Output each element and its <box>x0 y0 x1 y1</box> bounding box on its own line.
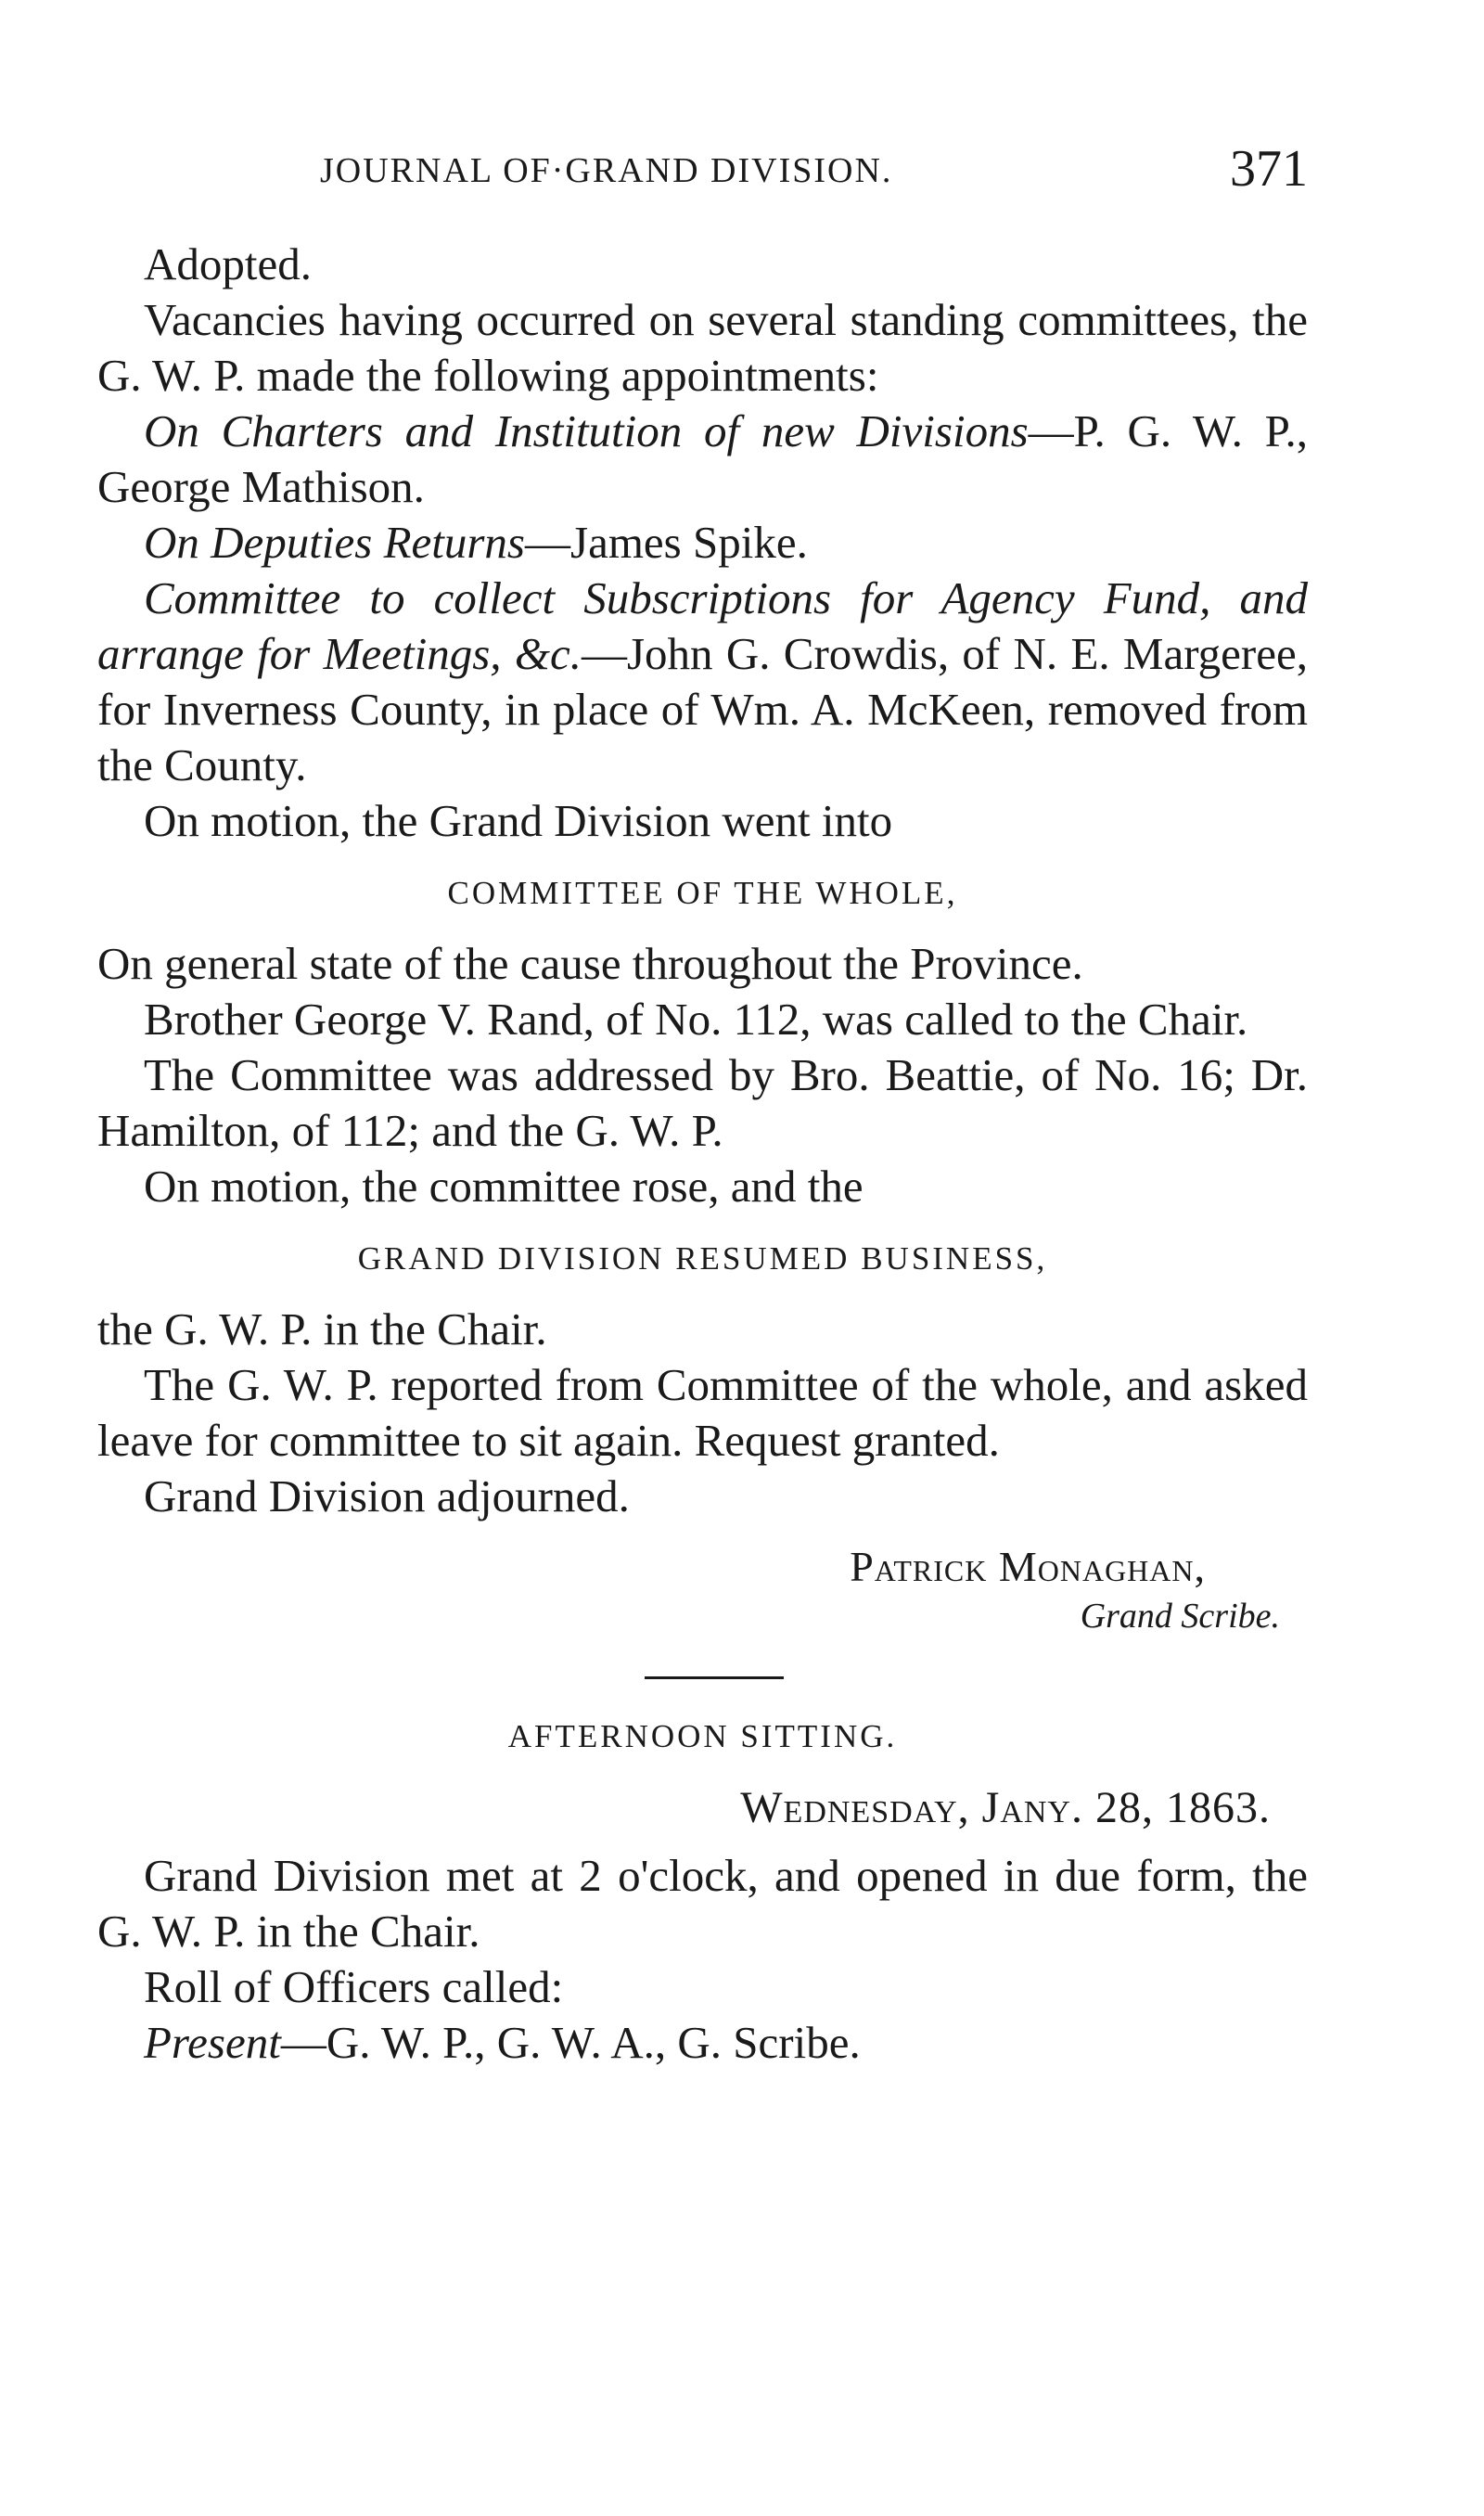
paragraph-general-state: On general state of the cause throughout the Province. <box>97 938 1083 989</box>
paragraph-reported: The G. W. P. reported from Committee of the whole, and asked leave for committee to sit again. Request granted. <box>97 1359 1308 1466</box>
paragraph-vacancies: Vacancies having occurred on several standing committees, the G. W. P. made the following appointments: <box>97 294 1308 401</box>
paragraph-adopted: Adopted. <box>144 238 312 289</box>
paragraph-deputies-appointment <box>97 515 1308 571</box>
page-number: 371 <box>1230 140 1308 198</box>
appointment-text: —John G. Crowdis, of N. E. Margeree, for Inverness County, in place of Wm. A. McKeen, removed from the County. <box>97 628 1308 790</box>
section-heading-resumed: GRAND DIVISION RESUMED BUSINESS, <box>357 1240 1048 1277</box>
appointment-label: On Charters and Institution of new Divisions <box>144 405 1029 456</box>
present-text: —G. W. P., G. W. A., G. Scribe. <box>280 2017 861 2068</box>
section-heading-afternoon: AFTERNOON SITTING. <box>507 1718 898 1754</box>
paragraph-agency-fund-appointment <box>97 571 1308 793</box>
paragraph-addressed: The Committee was addressed by Bro. Beattie, of No. 16; Dr. Hamilton, of 112; and the G. W. P. <box>97 1049 1308 1156</box>
present-label: Present <box>144 2017 281 2068</box>
appointment-label: Committee to collect Subscriptions for Agency Fund, and arrange for Meetings, &c. <box>97 572 1308 679</box>
page-header <box>97 139 1308 204</box>
dateline: Wednesday, Jany. 28, 1863. <box>740 1783 1271 1832</box>
paragraph-committee-rose: On motion, the committee rose, and the <box>144 1161 864 1212</box>
paragraph-motion-committee: On motion, the Grand Division went into <box>144 795 893 846</box>
section-heading-committee: COMMITTEE OF THE WHOLE, <box>447 875 958 911</box>
appointment-label: On Deputies Returns <box>144 517 525 568</box>
appointment-text: —James Spike. <box>525 517 808 568</box>
section-divider <box>645 1676 784 1679</box>
appointment-text: —P. G. W. P., George Mathison. <box>97 405 1308 512</box>
paragraph-in-chair: the G. W. P. in the Chair. <box>97 1303 547 1354</box>
paragraph-roll-called: Roll of Officers called: <box>144 1961 564 2012</box>
signature-title: Grand Scribe. <box>1080 1597 1280 1636</box>
paragraph-chair: Brother George V. Rand, of No. 112, was called to the Chair. <box>144 994 1248 1045</box>
paragraph-adjourned: Grand Division adjourned. <box>144 1470 630 1521</box>
signature-name: Patrick Monaghan, <box>850 1543 1206 1590</box>
running-head: JOURNAL OF·GRAND DIVISION. <box>320 151 893 190</box>
paragraph-charters-appointment <box>97 404 1308 515</box>
paragraph-met: Grand Division met at 2 o'clock, and opened in due form, the G. W. P. in the Chair. <box>97 1850 1308 1957</box>
paragraph-present <box>97 2015 1308 2071</box>
body-text <box>97 237 1308 2071</box>
